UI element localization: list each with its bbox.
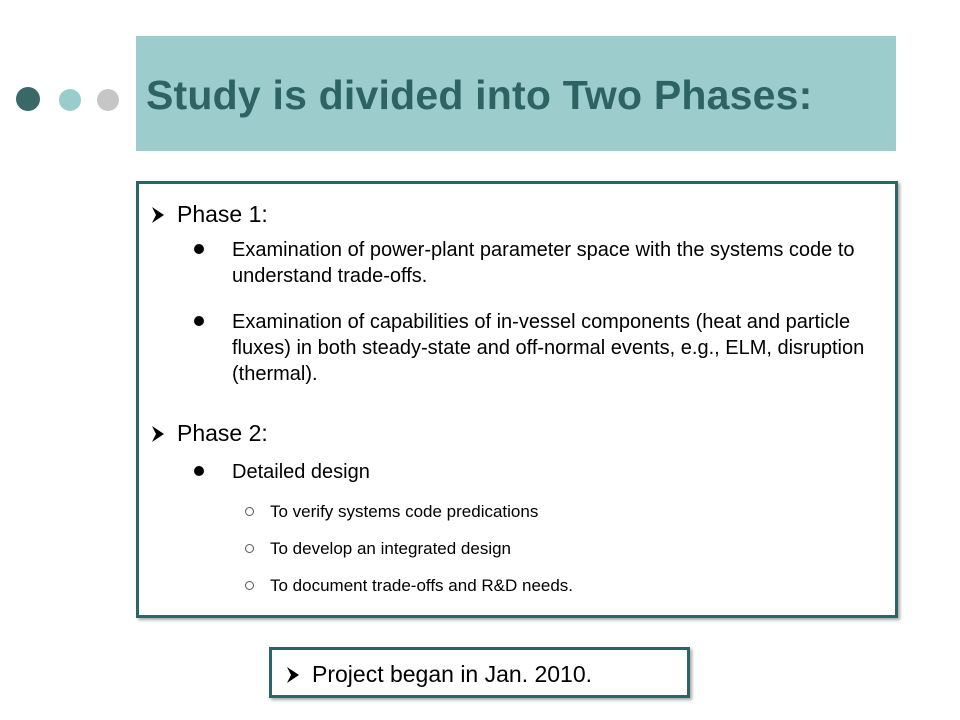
phase1-bullet-text: Examination of capabilities of in-vessel components (heat and particle fluxes) in both steady-state and off-normal events, e.g., ELM, disruption (thermal). xyxy=(232,311,865,385)
phase1-bullet-text: Examination of power-plant parameter space with the systems code to understand trade-offs. xyxy=(232,239,855,287)
phase2-bullet-text: Detailed design xyxy=(232,461,370,483)
note-row xyxy=(286,661,592,688)
project-start-note: Project began in Jan. 2010. xyxy=(312,661,593,687)
phase1-bullet xyxy=(194,309,879,387)
arrow-bullet-icon xyxy=(151,206,165,224)
note-box xyxy=(269,647,690,698)
phase2-heading: Phase 2: xyxy=(177,420,268,446)
phase2-subitem xyxy=(245,502,538,522)
circle-bullet-icon xyxy=(245,581,254,590)
arrow-bullet-icon xyxy=(286,666,300,684)
phase2-subitem xyxy=(245,539,511,559)
slide-title: Study is divided into Two Phases: xyxy=(146,72,813,118)
decorative-dot-teal xyxy=(59,89,81,111)
decorative-dot-light xyxy=(97,89,119,111)
phase2-subitem-text: To document trade-offs and R&D needs. xyxy=(270,576,574,595)
phase2-heading-row xyxy=(151,420,268,447)
dot-bullet-icon xyxy=(194,466,204,476)
phase2-bullet xyxy=(194,459,879,485)
circle-bullet-icon xyxy=(245,544,254,553)
decorative-dot-dark xyxy=(16,87,40,111)
phase2-subitem-text: To verify systems code predications xyxy=(270,502,539,521)
phase1-bullet xyxy=(194,237,879,289)
phase2-subitem-text: To develop an integrated design xyxy=(270,539,512,558)
arrow-bullet-icon xyxy=(151,425,165,443)
circle-bullet-icon xyxy=(245,507,254,516)
phase1-heading: Phase 1: xyxy=(177,201,268,227)
phase1-heading-row xyxy=(151,201,268,228)
content-box xyxy=(136,181,898,618)
dot-bullet-icon xyxy=(194,316,204,326)
dot-bullet-icon xyxy=(194,244,204,254)
phase2-subitem xyxy=(245,576,573,596)
